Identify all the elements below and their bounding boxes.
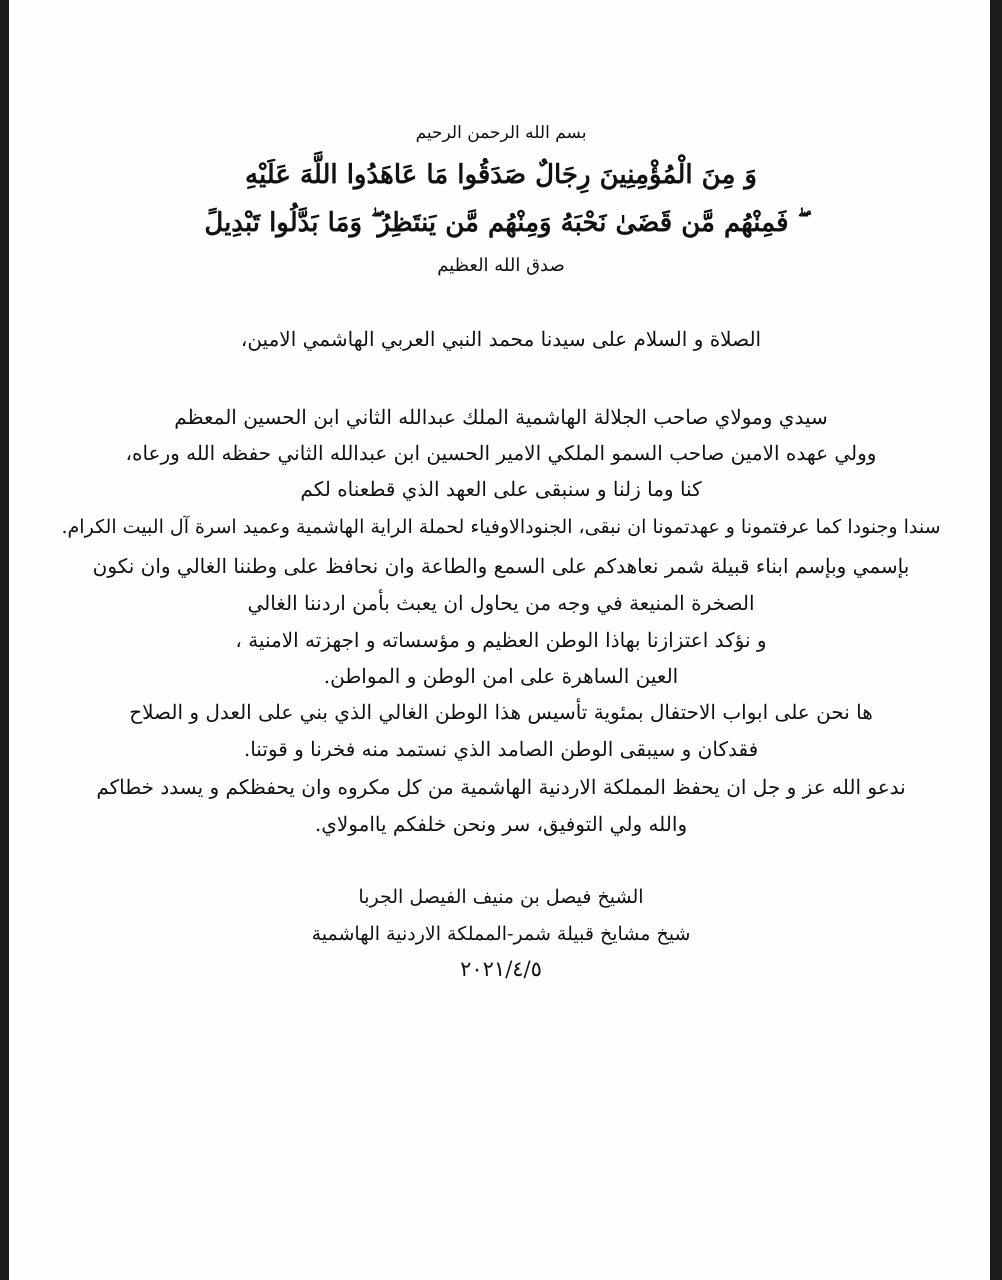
body-line: والله ولي التوفيق، سر ونحن خلفكم ياامولاي. xyxy=(314,812,688,836)
sadaq-allah: صدق الله العظيم xyxy=(437,255,565,276)
body-line: سندا وجنودا كما عرفتمونا و عهدتمونا ان نبقى، الجنودالاوفياء لحملة الراية الهاشمية وعميد اسرة آل البيت الكرام. xyxy=(61,516,941,538)
body-line: ها نحن على ابواب الاحتفال بمئوية تأسيس هذا الوطن الغالي الذي بني على العدل و الصلاح xyxy=(129,700,873,724)
signature-title: شيخ مشايخ قبيلة شمر-المملكة الاردنية الهاشمية xyxy=(311,923,691,945)
quran-verse-line-1: وَ مِنَ الْمُؤْمِنِينَ رِجَالٌ صَدَقُوا مَا عَاهَدُوا اللَّهَ عَلَيْهِ xyxy=(245,160,757,190)
basmala: بسم الله الرحمن الرحيم xyxy=(415,123,587,143)
signature-name: الشيخ فيصل بن منيف الفيصل الجربا xyxy=(358,886,644,908)
body-line: وولي عهده الامين صاحب السمو الملكي الامير الحسين ابن عبدالله الثاني حفظه الله ورعاه، xyxy=(125,441,877,465)
quran-verse-line-2: ۖ فَمِنْهُم مَّن قَضَىٰ نَحْبَهُ وَمِنْهُم مَّن يَنتَظِرُ ۖ وَمَا بَدَّلُوا تَبْدِيلً xyxy=(204,208,798,238)
body-line: بإسمي وبإسم ابناء قبيلة شمر نعاهدكم على السمع والطاعة وان نحافظ على وطننا الغالي وان نكون xyxy=(92,554,910,578)
letter-date: ٢٠٢١/٤/٥ xyxy=(460,957,542,981)
body-line: فقدكان و سيبقى الوطن الصامد الذي نستمد منه فخرنا و قوتنا. xyxy=(243,737,759,761)
salutation: الصلاة و السلام على سيدنا محمد النبي العربي الهاشمي الامين، xyxy=(240,327,762,351)
body-line: العين الساهرة على امن الوطن و المواطن. xyxy=(323,664,679,688)
body-line: سيدي ومولاي صاحب الجلالة الهاشمية الملك عبدالله الثاني ابن الحسين المعظم xyxy=(174,405,828,429)
body-line: ندعو الله عز و جل ان يحفظ المملكة الاردنية الهاشمية من كل مكروه وان يحفظكم و يسدد خطاكم xyxy=(96,775,906,799)
body-line: و نؤكد اعتزازنا بهاذا الوطن العظيم و مؤسساته و اجهزته الامنية ، xyxy=(235,628,767,652)
body-line: كنا وما زلنا و سنبقى على العهد الذي قطعناه لكم xyxy=(300,477,702,501)
body-line: الصخرة المنيعة في وجه من يحاول ان يعبث بأمن اردننا الغالي xyxy=(247,591,755,615)
